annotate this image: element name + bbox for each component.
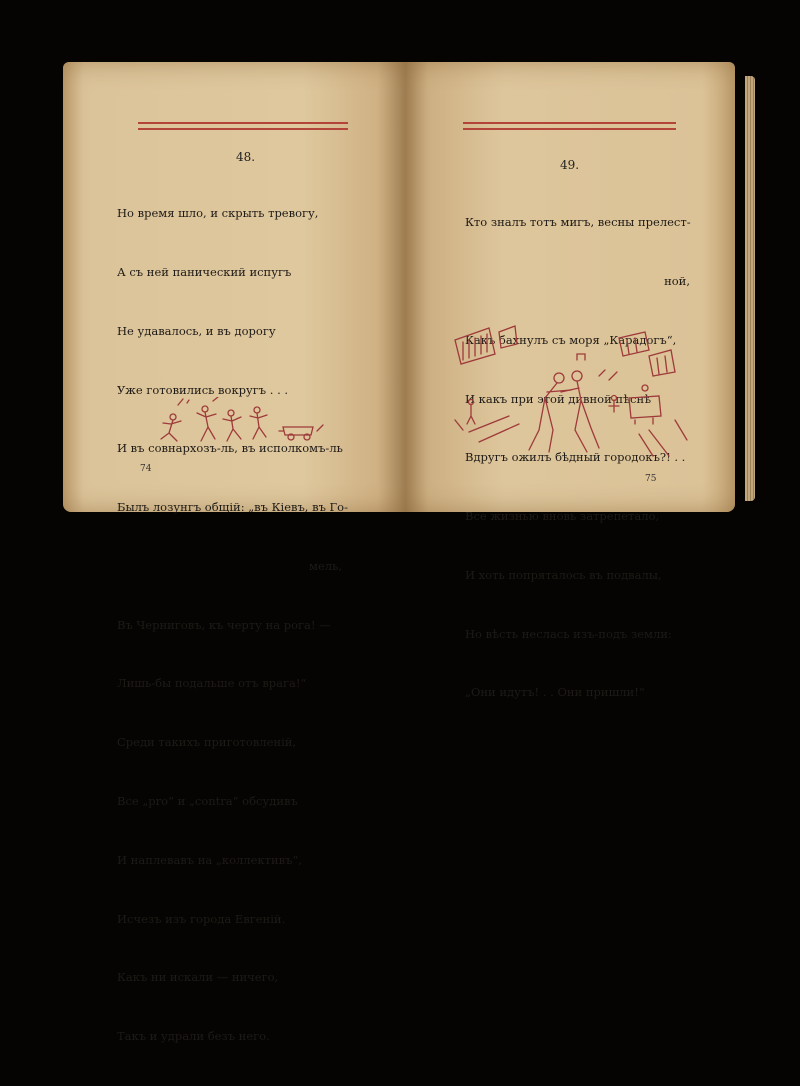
poem-line: Кто зналъ тотъ мигъ, весны прелест-	[465, 215, 691, 230]
poem-line: Вдругъ ожилъ бѣдный городокъ?! . .	[465, 450, 686, 465]
poem-line: И наплевавъ на „коллективъ“,	[117, 852, 302, 867]
poem-line: Исчезъ изъ города Евгеній.	[117, 911, 286, 926]
poem-line: И хоть попряталось въ подвалы,	[465, 567, 662, 582]
poem-line: Былъ лозунгъ общій: „въ Кіевъ, въ Го-	[117, 500, 348, 515]
poem-line: Но вѣсть неслась изъ-подъ земли:	[465, 626, 672, 641]
page-number: 75	[645, 474, 657, 484]
poem-line: Лишь-бы подальше отъ врага!“	[117, 676, 307, 691]
poem-text	[117, 165, 348, 1086]
poem-line: Такъ и удрали безъ него.	[117, 1029, 270, 1044]
poem-line: Среди такихъ приготовленій,	[117, 735, 297, 750]
page-number: 74	[140, 464, 152, 474]
poem-line: „Они идутъ! . . Они пришли!“	[465, 685, 645, 700]
page-edges	[745, 76, 755, 501]
top-rule	[463, 128, 676, 130]
poem-line: И какъ при этой дивной пѣснѣ	[465, 391, 652, 406]
right-page	[405, 62, 735, 700]
stanza-number: 49.	[560, 158, 580, 172]
top-rule	[138, 122, 348, 124]
poem-line: ной,	[664, 273, 690, 288]
fleeing-figures-illustration	[153, 397, 333, 447]
poem-line: Не удавалось, и въ дорогу	[117, 323, 276, 338]
poem-line: А съ ней панический испугъ	[117, 264, 292, 279]
top-rule	[463, 122, 676, 124]
stanza-number: 48.	[236, 150, 256, 164]
poem-line: Но время шло, и скрыть тревогу,	[117, 206, 319, 221]
left-page	[63, 62, 405, 1044]
poem-line: мель,	[309, 558, 342, 573]
poem-line: И въ совнархозъ-ль, въ исполкомъ-ль	[117, 441, 343, 456]
poem-line: Все „pro“ и „contra“ обсудивъ	[117, 794, 298, 808]
poem-line: Въ Черниговъ, къ черту на рога! —	[117, 617, 331, 632]
poem-line: Какъ бахнулъ съ моря „Карадогъ“,	[465, 332, 677, 347]
town-celebration-illustration	[449, 320, 689, 460]
poem-line: Все жизнью вновь затрепетало,	[465, 509, 660, 524]
top-rule	[138, 128, 348, 130]
poem-line: Какъ ни искали — ничего,	[117, 970, 279, 985]
poem-line: Уже готовились вокругъ . . .	[117, 382, 289, 397]
open-book	[63, 62, 745, 1044]
